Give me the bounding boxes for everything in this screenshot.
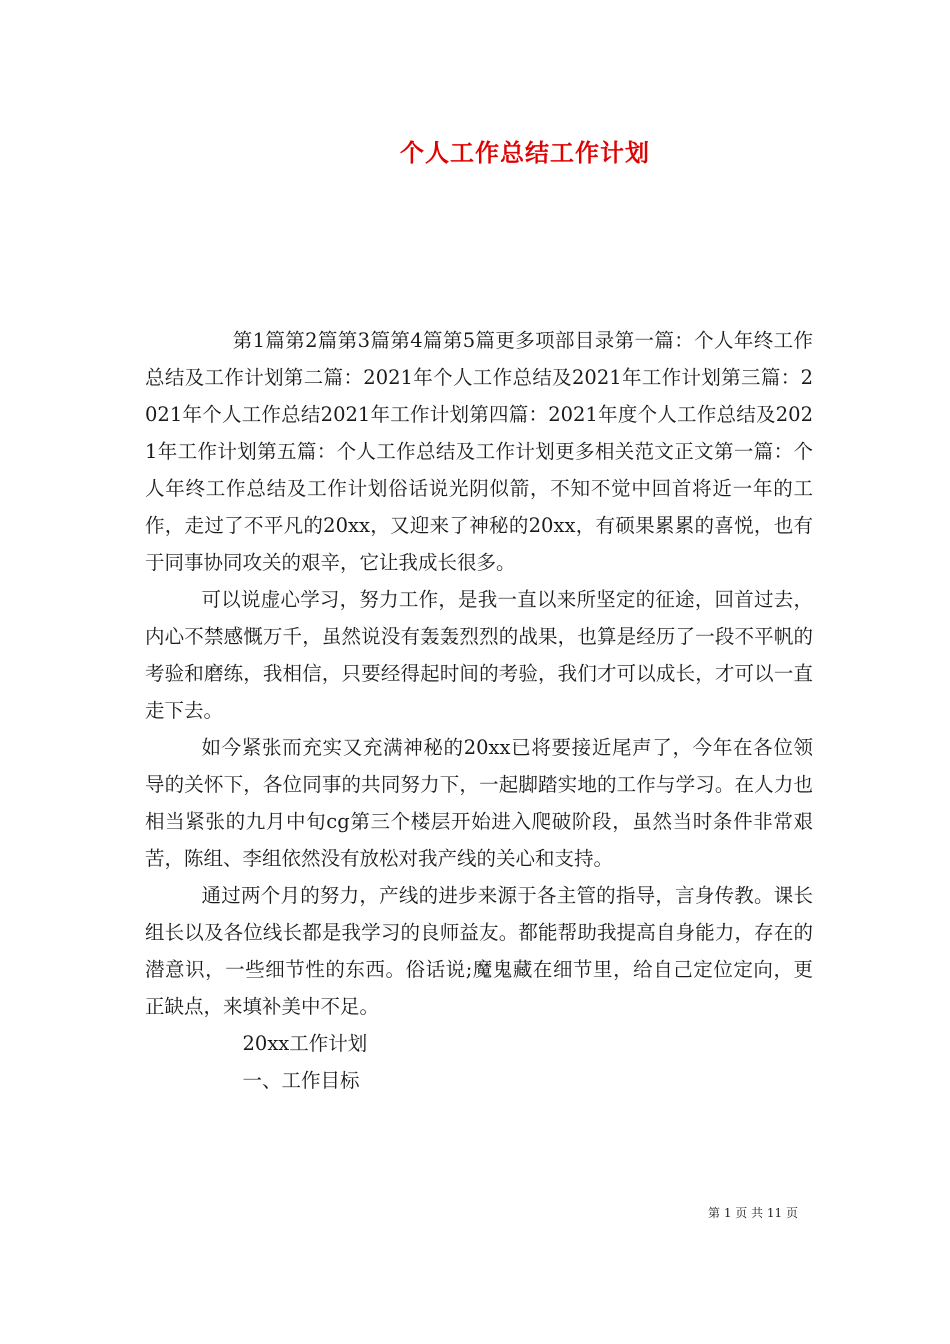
paragraph-4: 通过两个月的努力，产线的进步来源于各主管的指导，言身传教。课长组长以及各位线长都是我学习的良师益友。都能帮助我提高自身能力，存在的潜意识，一些细节性的东西。俗话说;魔鬼藏在细节里，给自己定位定向，更正缺点，来填补美中不足。	[145, 884, 813, 1018]
document-body	[145, 322, 813, 1099]
paragraph-3: 如今紧张而充实又充满神秘的20xx已将要接近尾声了，今年在各位领导的关怀下，各位同事的共同努力下，一起脚踏实地的工作与学习。在人力也相当紧张的九月中旬cg第三个楼层开始进入爬破阶段，虽然当时条件非常艰苦，陈组、李组依然没有放松对我产线的关心和支持。	[145, 736, 813, 870]
page-number: 第 1 页 共 11 页	[708, 1206, 798, 1220]
paragraph-1: 第1篇第2篇第3篇第4篇第5篇更多项部目录第一篇：个人年终工作总结及工作计划第二篇：2021年个人工作总结及2021年工作计划第三篇：2021年个人工作总结2021年工作计划第四篇：2021年度个人工作总结及2021年工作计划第五篇：个人工作总结及工作计划更多相关范文正文第一篇：个人年终工作总结及工作计划俗话说光阴似箭，不知不觉中回首将近一年的工作，走过了不平凡的20xx，又迎来了神秘的20xx，有硕果累累的喜悦，也有于同事协同攻关的艰辛，它让我成长很多。	[145, 329, 813, 574]
document-title	[0, 133, 950, 168]
section-heading-goals: 一、工作目标	[242, 1069, 360, 1092]
document-title-text: 个人工作总结工作计划	[400, 138, 650, 167]
paragraph-2: 可以说虚心学习，努力工作，是我一直以来所坚定的征途，回首过去，内心不禁感慨万千，虽然说没有轰轰烈烈的战果，也算是经历了一段不平帆的考验和磨练，我相信，只要经得起时间的考验，我们才可以成长，才可以一直走下去。	[145, 588, 813, 722]
section-heading-plan: 20xx工作计划	[242, 1032, 368, 1055]
